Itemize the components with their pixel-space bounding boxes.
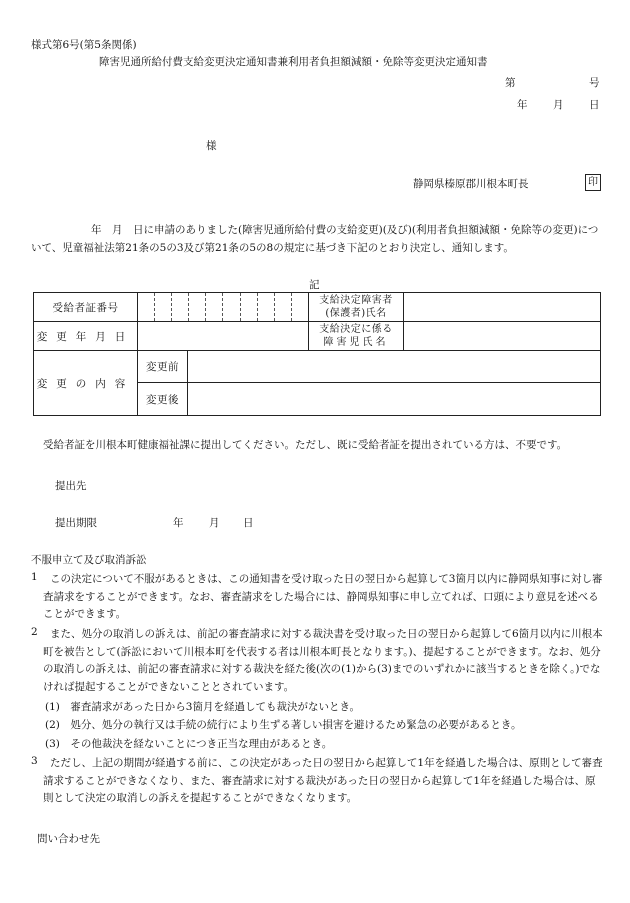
decision-table (33, 292, 601, 416)
appeal-sub3: (3) その他裁決を経ないことにつき正当な理由があるとき。 (45, 738, 333, 750)
date-year: 年 (517, 99, 528, 111)
guardian-label-line1: 支給決定障害者 (319, 295, 393, 306)
appeal-heading: 不服申立て及び取消訴訟 (31, 554, 147, 566)
date-day: 日 (589, 99, 600, 111)
document-title: 障害児通所給付費支給変更決定通知書兼利用者負担額減額・免除等変更決定通知書 (99, 56, 488, 68)
ki-mark: 記 (309, 279, 320, 291)
child-name-value (404, 322, 601, 351)
child-label-line1: 支給決定に係る (319, 324, 393, 335)
appeal-item2-text: また、処分の取消しの訴えは、前記の審査請求に対する裁決書を受け取った日の翌日から起算して6箇月以内に川根本町を被告として(訴訟において川根本町を代表する者は川根本町長となります。)、提起することができます。なお、処分の取消しの訴えは、前記の審査請求に対する裁決を経た後(次の(1)から(3)までのいずれかに該当するときを除く。)でなければ提起することができないこととされています。 (43, 628, 603, 693)
deadline-month: 月 (209, 517, 220, 529)
after-value (188, 383, 601, 416)
guardian-name-value (404, 293, 601, 322)
number-suffix: 号 (589, 77, 600, 89)
submit-to-label: 提出先 (55, 480, 87, 492)
seal-mark: 印 (585, 174, 601, 191)
appeal-item1-text: この決定について不服があるときは、この通知書を受け取った日の翌日から起算して3箇月以内に静岡県知事に対し審査請求をすることができます。なお、審査請求をした場合には、静岡県知事に申し立てれば、口頭により意見を述べることができます。 (43, 573, 603, 620)
number-prefix: 第 (505, 77, 516, 89)
addressee-honorific: 様 (206, 140, 217, 152)
recipient-number-label: 受給者証番号 (34, 293, 138, 322)
appeal-item3-text: ただし、上記の期間が経過する前に、この決定があった日の翌日から起算して1年を経過した場合は、原則として審査請求することができなくなり、また、審査請求に対する裁決があった日の翌日から起算して1年を経過した場合は、原則として決定の取消しの訴えを提起することができなくなります。 (43, 757, 603, 804)
recipient-number-boxes (138, 293, 309, 322)
contact-label: 問い合わせ先 (37, 833, 100, 845)
intro-paragraph: 年 月 日に申請のありました(障害児通所給付費の支給変更)(及び)(利用者負担額減額・免除等の変更)について、児童福祉法第21条の5の3及び第21条の5の8の規定に基づき下記のとおり決定し、通知します。 (31, 224, 599, 254)
change-date-label: 変更年月日 (34, 322, 138, 351)
change-date-value (138, 322, 309, 351)
appeal-sub2: (2) 処分、処分の執行又は手続の続行により生ずる著しい損害を避けるため緊急の必要があるとき。 (45, 719, 522, 731)
change-content-label: 変更の内容 (34, 351, 138, 416)
before-value (188, 351, 601, 383)
date-month: 月 (553, 99, 564, 111)
deadline-year: 年 (173, 517, 184, 529)
appeal-sub1: (1) 審査請求があった日から3箇月を経過しても裁決がないとき。 (45, 701, 361, 713)
appeal-item2-number: 2 (31, 626, 38, 638)
guardian-name-label (309, 293, 404, 322)
before-label: 変更前 (138, 351, 188, 383)
appeal-item3-number: 3 (31, 755, 38, 767)
deadline-label: 提出期限 (55, 517, 97, 529)
appeal-item1-number: 1 (31, 571, 38, 583)
issuer-name: 静岡県榛原郡川根本町長 (413, 178, 529, 190)
submission-notice: 受給者証を川根本町健康福祉課に提出してください。ただし、既に受給者証を提出されている方は、不要です。 (43, 439, 568, 451)
child-label-line2: 障害児氏名 (323, 337, 389, 348)
after-label: 変更後 (138, 383, 188, 416)
form-number: 様式第6号(第5条関係) (31, 39, 137, 51)
deadline-day: 日 (243, 517, 254, 529)
child-name-label (309, 322, 404, 351)
guardian-label-line2: (保護者)氏名 (325, 308, 387, 319)
